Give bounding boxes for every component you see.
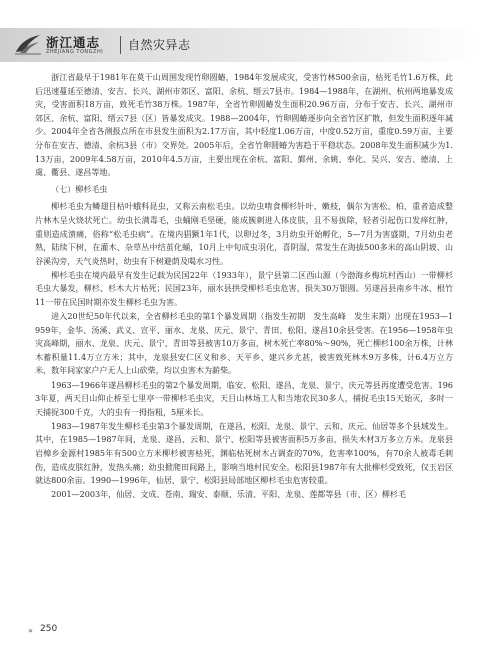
page-marker-icon: » [28, 626, 33, 635]
paragraph-intro: 柳杉毛虫为鳞翅目枯叶蛾科昆虫，又称云南松毛虫。以幼虫啃食柳杉针叶、嫩枝，偶尔为害松、柏，重者造成整片林木呈火烧状死亡。幼虫长满毒毛，虫蛹刚毛坚硬，能成簇刺进人体皮肤，且不易拔除，轻者引起伤口发痒红肿，重则造成溃痛，俗称“松毛虫病”。在境内猖獗1年1代，以卵过冬，3月幼虫开始孵化，5—7月为害盛期，7月幼虫老熟，陆续下树，在灌木、杂草丛中结茧化蛹，10月上中旬成虫羽化，喜阴湿，常发生在海拔500多米的高山阴坡、山谷溪沟旁，天气炎热时，幼虫有下树避荫及喝水习性。 [35, 202, 453, 266]
logo-subtitle: ZHEJIANG TONGZHI [46, 49, 104, 55]
logo-icon [14, 32, 42, 56]
section-title: 自然灾异志 [128, 38, 191, 52]
page-number: 250 [40, 624, 58, 634]
paragraph-bamboo-bug: 浙江省最早于1981年在莫干山周围发现竹卵圆蝽，1984年发展成灾，受害竹林500余亩，枯死毛竹1.6万株，此后迅速蔓延至德清、安吉、长兴、湖州市郊区、富阳、余杭、缙云7县市。1984—1988年，在湖州、杭州两地暴发成灾，受害面积18万亩，致死毛竹38万株。1987年，全省竹卵圆蝽发生面积20.96万亩，分布于安吉、长兴、湖州市郊区、余杭、富阳、缙云7县（区）皆暴发成灾。1988—2004年，竹卵圆蝽逐步向全省竹区扩散，但发生面积逐年减少。2004年全省各测报点所在市县发生面积为2.17万亩，其中轻度1.06万亩，中度0.52万亩，重度0.59万亩，主要分布在安吉、德清、余杭3县（市）交界处。2005年后，全省竹卵圆蝽为害趋于平稳状态。2008年发生面积减少为1.13万亩，2009年4.58万亩，2010年4.5万亩，主要出现在余杭、富阳、鄞州、余姚、奉化、吴兴、安吉、德清、上虞、衢县、遂昌等地。 [35, 73, 453, 178]
paragraph-history: 柳杉毛虫在境内最早有发生记载为民国22年（1933年），景宁县第二区西山源（今渤海乡梅坑村西山）一带柳杉毛虫大暴发，柳杉、杉木大片枯死；民国23年，丽水县拱受柳杉毛虫危害，损失30万银圆。另遂昌县南乡牛冰、根竹11一带在民国时期亦发生柳杉毛虫为害。 [35, 270, 453, 307]
logo-title: 浙江通志 [46, 35, 101, 50]
paragraph-second-cycle: 1963—1966年遂昌柳杉毛虫的第2个暴发周期，临安、松阳、遂昌、龙泉、景宁、庆元等县再度遭受危害。1963年夏，两天目山仰止桥至七里亭一带柳杉毛虫灾，天目山林场工人和当地农民30多人，捕捉毛虫15天始灭，多时一天捕捉300千克，大的虫有一拇指粗，5厘米长。 [35, 380, 453, 417]
paragraph-third-cycle: 1983—1987年发生柳杉毛虫第3个暴发周期，在遂昌、松阳、龙泉、景宁、云和、庆元、仙居等多个县域发生。其中，在1985—1987年间，龙泉、遂昌、云和、景宁、松阳等县被害面积5万多亩，损失木材3万多立方米。龙泉县岩樟乡金源村1985年有500立方米柳杉被害枯死，渊临枯死树木占调查的70%，危害率100%，有70余人被毒毛刺伤，造成皮肤红肿，发热头痛；幼虫掀爬田间路上，影响当地村民安全。松阳县1987年有大批柳杉受致死，仅玉岩区就达800余亩。1990—1996年，仙居、景宁、松阳县局部地区柳杉毛虫危害较重。 [35, 421, 453, 486]
subsection-heading: （七）柳杉毛虫 [51, 184, 108, 194]
page-body [35, 71, 453, 502]
paragraph-first-cycle: 进入20世纪50年代以来，全省柳杉毛虫的第1个暴发周期（指发生初期 发生高峰 发生末期）出现在1953—1959年，金华、汤溪、武义、宣平、丽水、龙泉、庆元、景宁、青田、松阳、遂昌10余县受害。在1956—1958年虫灾高峰期，丽水、龙泉、庆元、景宁、青田等县被害10万多亩，树木死亡率80%～90%，死亡柳杉100余万株，计林木蓄积量11.4万立方米；其中，龙泉县安仁区义和乡、天平乡、建兴乡尤甚，被害致死林木9万多株，计6.4万立方米，数年间家家户户无人上山砍柴，均以虫害木为薪柴。 [35, 312, 453, 376]
paragraph-recent: 2001—2003年，仙居、文成、苍南、瑞安、泰顺、乐清、平阳、龙泉、莲都等县（市、区）柳杉毛 [51, 490, 406, 500]
header-divider [120, 36, 121, 54]
page-header [0, 0, 480, 66]
